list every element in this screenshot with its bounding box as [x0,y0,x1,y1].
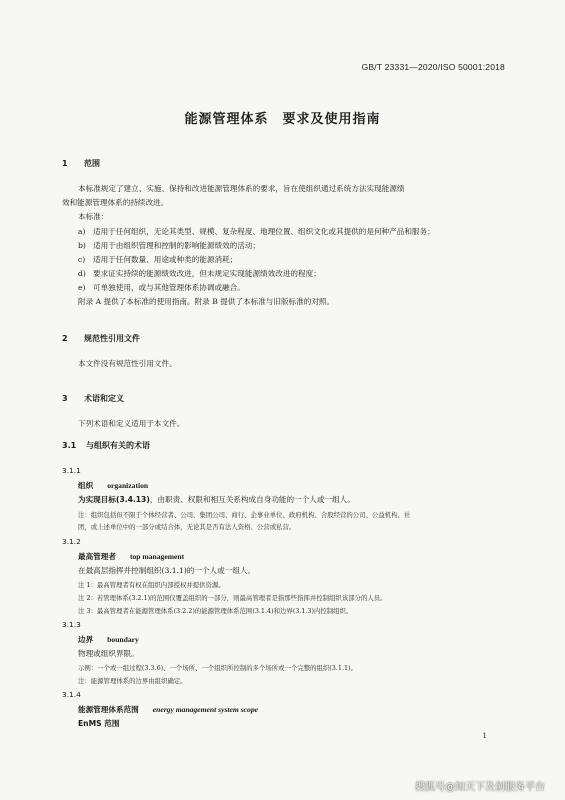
term-boundary-note: 注：能源管理体系的边界由组织确定。 [78,677,187,685]
normative-references-text: 本文件没有规范性引用文件。 [78,359,177,368]
term-number-3-1-1: 3.1.1 [62,466,81,475]
term-enms-scope: 能源管理体系范围 energy management system scope [78,705,258,714]
scope-intro-line2: 效和能源管理体系的持续改进。 [62,198,169,207]
section-heading-terms: 3 术语和定义 [62,394,124,403]
term-top-management-note-3: 注 3：最高管理者在能源管理体系(3.2.2)的能源管理体系范围(3.1.4)和边界(3.1.3)内控制组织。 [78,607,353,615]
scope-item-e: e) 可单独使用，或与其他管理体系协调或融合。 [78,283,245,292]
term-organization-note-line1: 注：组织包括但不限于个体经营者、公司、集团公司、商行、企事业单位、政府机构、合股经营的公司、公益机构、社 [78,511,411,519]
term-top-management-definition: 在最高层指挥并控制组织(3.1.1)的一个人或一组人。 [78,566,256,575]
scope-applies-label: 本标准： [78,212,109,221]
standard-number: GB/T 23331—2020/ISO 50001:2018 [361,62,505,72]
term-organization: 组织 organization [78,481,149,490]
terms-intro-text: 下列术语和定义适用于本文件。 [78,419,185,428]
term-enms-scope-definition: EnMS 范围 [78,719,120,728]
section-heading-scope: 1 范围 [62,159,100,168]
term-boundary-example: 示例：一个或一组过程(3.3.6)、一个场所、一个组织所控制的多个场所或一个完整的组织(3.1.1)。 [78,664,357,672]
term-top-management-note-2: 注 2：若管理体系(3.2.1)的范围仅覆盖组织的一部分，则最高管理者是指那些指挥并控制组织该部分的人员。 [78,594,387,602]
term-organization-definition: 为实现目标(3.4.13)，由职责、权限和相互关系构成自身功能的一个人或一组人。 [78,495,355,504]
term-boundary: 边界 boundary [78,635,139,644]
term-top-management-note-1: 注 1：最高管理者有权在组织内部授权并提供资源。 [78,581,225,589]
subsection-heading-3-1: 3.1 与组织有关的术语 [62,441,150,450]
term-boundary-definition: 物理或组织界限。 [78,649,139,658]
scope-item-b: b) 适用于由组织管理和控制的影响能源绩效的活动； [78,241,261,250]
watermark: 搜狐号@知天下及创服务平台 [415,782,545,793]
term-organization-note-line2: 团，或上述单位中的一部分或结合体，无论其是否有法人资格、公营或私营。 [78,523,296,531]
term-number-3-1-2: 3.1.2 [62,537,81,546]
document-title: 能源管理体系 要求及使用指南 [184,112,381,127]
scope-item-d: d) 要求证实持续的能源绩效改进，但未规定实现能源绩效改进的程度； [78,269,321,278]
page-number: 1 [482,732,487,740]
scope-intro-line1: 本标准规定了建立、实施、保持和改进能源管理体系的要求，旨在使组织通过系统方法实现能源绩 [78,184,405,193]
annex-note: 附录 A 提供了本标准的使用指南。附录 B 提供了本标准与旧版标准的对照。 [78,297,335,306]
scope-item-c: c) 适用于任何数量、用途或种类的能源消耗； [78,255,238,264]
term-number-3-1-3: 3.1.3 [62,620,81,629]
term-top-management: 最高管理者 top management [78,552,185,561]
term-number-3-1-4: 3.1.4 [62,690,81,699]
section-heading-normative-references: 2 规范性引用文件 [62,334,140,343]
scope-item-a: a) 适用于任何组织，无论其类型、规模、复杂程度、地理位置、组织文化或其提供的是何种产品和服务； [78,227,435,236]
